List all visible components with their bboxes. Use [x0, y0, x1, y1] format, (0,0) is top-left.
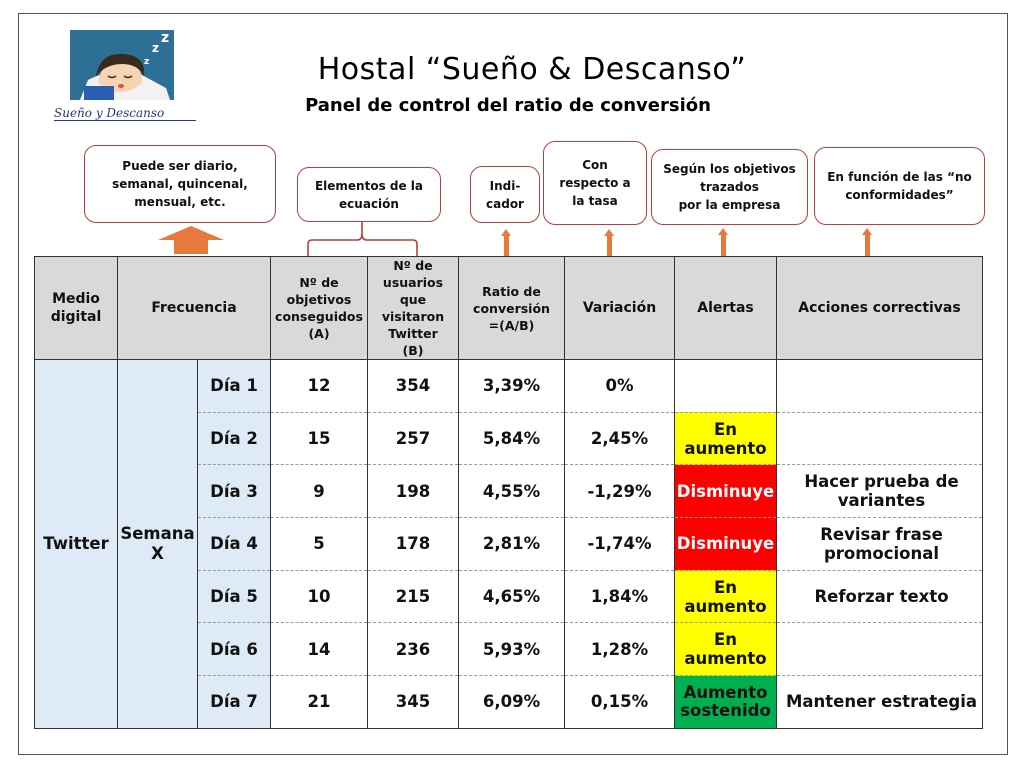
logo-z-medium: z [152, 41, 159, 55]
accion-cell: Reforzar texto [777, 570, 983, 623]
acciones-arrow-icon [865, 234, 870, 256]
accion-cell: Mantener estrategia [777, 676, 983, 729]
alertas-arrow-icon [721, 234, 726, 256]
logo-caption: Sueño y Descanso [54, 106, 165, 120]
usuarios-cell: 257 [368, 412, 459, 465]
medio-cell: Twitter [35, 360, 118, 729]
header-usuarios: Nº de usuarios que visitaron Twitter (B) [368, 257, 459, 360]
alerta-cell: En aumento [675, 412, 777, 465]
ratio-cell: 5,84% [459, 412, 565, 465]
accion-cell: Revisar frase promocional [777, 518, 983, 571]
usuarios-cell: 236 [368, 623, 459, 676]
ratio-cell: 2,81% [459, 518, 565, 571]
table-header-row [35, 257, 983, 360]
dia-cell: Día 6 [198, 623, 271, 676]
table-row [35, 360, 983, 413]
conversion-table [34, 256, 983, 729]
objetivos-cell: 9 [271, 465, 368, 518]
callout-alertas: Según los objetivos trazados por la empresa [651, 149, 808, 225]
ratio-cell: 4,55% [459, 465, 565, 518]
variacion-cell: 1,28% [565, 623, 675, 676]
objetivos-cell: 21 [271, 676, 368, 729]
variacion-cell: 0,15% [565, 676, 675, 729]
page-title: Hostal “Sueño & Descanso” [317, 52, 747, 87]
alerta-cell: En aumento [675, 570, 777, 623]
objetivos-cell: 14 [271, 623, 368, 676]
alerta-cell: Disminuye [675, 518, 777, 571]
alerta-cell: En aumento [675, 623, 777, 676]
dia-cell: Día 5 [198, 570, 271, 623]
variacion-cell: 1,84% [565, 570, 675, 623]
callout-indicador: Indi- cador [470, 166, 540, 223]
accion-cell [777, 360, 983, 413]
semana-cell: Semana X [118, 360, 198, 729]
objetivos-cell: 5 [271, 518, 368, 571]
logo-z-large: z [161, 30, 170, 46]
dia-cell: Día 2 [198, 412, 271, 465]
variacion-cell: -1,29% [565, 465, 675, 518]
variacion-cell: 0% [565, 360, 675, 413]
alerta-cell: Disminuye [675, 465, 777, 518]
page-subtitle: Panel de control del ratio de conversión [305, 95, 711, 116]
dia-cell: Día 4 [198, 518, 271, 571]
objetivos-cell: 15 [271, 412, 368, 465]
usuarios-cell: 178 [368, 518, 459, 571]
usuarios-cell: 215 [368, 570, 459, 623]
variacion-arrow-icon [607, 235, 612, 256]
logo-z-small: z [144, 57, 150, 67]
dia-cell: Día 1 [198, 360, 271, 413]
header-medio: Medio digital [35, 257, 118, 360]
dia-cell: Día 7 [198, 676, 271, 729]
header-objetivos: Nº de objetivos conseguidos (A) [271, 257, 368, 360]
accion-cell [777, 412, 983, 465]
logo-underline [54, 120, 196, 121]
usuarios-cell: 198 [368, 465, 459, 518]
objetivos-cell: 12 [271, 360, 368, 413]
header-alertas: Alertas [675, 257, 777, 360]
ratio-cell: 5,93% [459, 623, 565, 676]
usuarios-cell: 345 [368, 676, 459, 729]
alerta-cell [675, 360, 777, 413]
header-acciones: Acciones correctivas [777, 257, 983, 360]
callout-acciones: En función de las “no conformidades” [814, 147, 985, 225]
usuarios-cell: 354 [368, 360, 459, 413]
variacion-cell: 2,45% [565, 412, 675, 465]
header-ratio: Ratio de conversión =(A/B) [459, 257, 565, 360]
header-variacion: Variación [565, 257, 675, 360]
callout-variacion: Con respecto a la tasa [543, 141, 647, 225]
elementos-bracket [307, 222, 418, 256]
header-frecuencia: Frecuencia [118, 257, 271, 360]
callout-frecuencia: Puede ser diario, semanal, quincenal, mensual, etc. [84, 145, 276, 223]
frecuencia-arrow-icon [156, 224, 226, 254]
variacion-cell: -1,74% [565, 518, 675, 571]
accion-cell [777, 623, 983, 676]
indicador-arrow-icon [504, 235, 509, 256]
ratio-cell: 6,09% [459, 676, 565, 729]
dia-cell: Día 3 [198, 465, 271, 518]
accion-cell: Hacer prueba de variantes [777, 465, 983, 518]
callout-elementos: Elementos de la ecuación [297, 167, 441, 222]
ratio-cell: 4,65% [459, 570, 565, 623]
objetivos-cell: 10 [271, 570, 368, 623]
alerta-cell: Aumento sostenido [675, 676, 777, 729]
ratio-cell: 3,39% [459, 360, 565, 413]
